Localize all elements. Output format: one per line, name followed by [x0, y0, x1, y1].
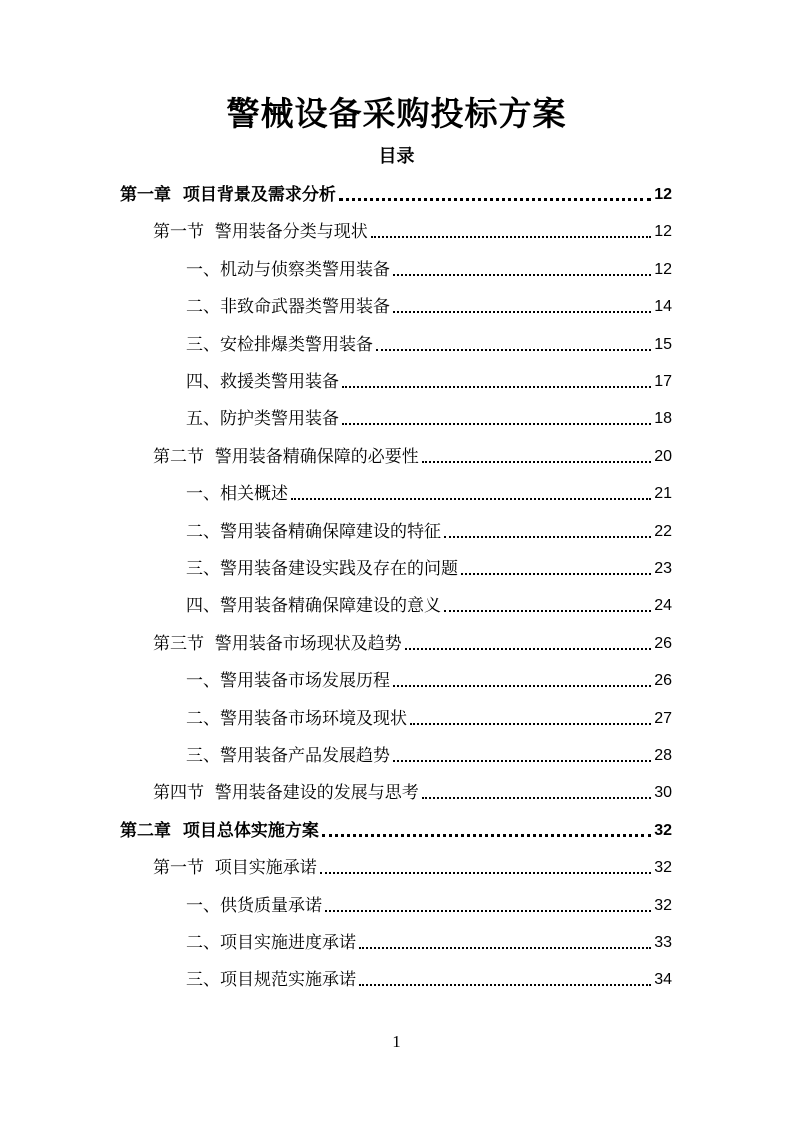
toc-dot-leader [359, 984, 651, 986]
toc-dot-leader [359, 947, 651, 949]
toc-subsection-entry[interactable] [186, 512, 672, 549]
toc-subsection-entry[interactable] [186, 287, 672, 324]
toc-entry-label: 二、警用装备精确保障建设的特征 [186, 521, 441, 542]
toc-dot-leader [322, 834, 651, 837]
toc-entry-page: 34 [654, 971, 672, 989]
toc-entry-label: 第一章 项目背景及需求分析 [120, 185, 336, 205]
toc-subsection-entry[interactable] [186, 399, 672, 436]
toc-entry-page: 24 [654, 597, 672, 615]
toc-subsection-entry[interactable] [186, 736, 672, 773]
toc-section-entry[interactable] [153, 212, 672, 249]
toc-dot-leader [376, 349, 651, 351]
toc-entry-label: 第二节 警用装备精确保障的必要性 [153, 446, 419, 467]
toc-entry-label: 五、防护类警用装备 [186, 409, 339, 430]
toc-entry-label: 三、项目规范实施承诺 [186, 970, 356, 991]
toc-dot-leader [339, 198, 651, 201]
toc-dot-leader [342, 386, 651, 388]
toc-dot-leader [393, 685, 651, 687]
toc-dot-leader [444, 536, 651, 538]
toc-dot-leader [342, 423, 651, 425]
toc-dot-leader [444, 610, 651, 612]
toc-chapter-entry[interactable] [120, 811, 672, 848]
toc-subsection-entry[interactable] [186, 699, 672, 736]
toc-entry-page: 32 [654, 859, 672, 877]
toc-dot-leader [422, 797, 651, 799]
toc-dot-leader [461, 573, 651, 575]
toc-entry-page: 20 [654, 447, 672, 465]
toc-entry-page: 27 [654, 709, 672, 727]
toc-entry-label: 四、救援类警用装备 [186, 372, 339, 392]
toc-entry-page: 12 [654, 260, 672, 278]
document-title: 警械设备采购投标方案 [226, 94, 567, 133]
toc-entry-label: 三、警用装备产品发展趋势 [186, 746, 390, 766]
toc-entry-label: 三、安检排爆类警用装备 [186, 334, 373, 355]
toc-entry-page: 12 [654, 186, 672, 203]
toc-entry-label: 四、警用装备精确保障建设的意义 [186, 596, 441, 617]
toc-entry-page: 22 [654, 522, 672, 540]
toc-dot-leader [405, 648, 651, 650]
toc-entry-label: 一、机动与侦察类警用装备 [186, 259, 390, 280]
toc-subsection-entry[interactable] [186, 960, 672, 997]
toc-subsection-entry[interactable] [186, 474, 672, 511]
toc-dot-leader [393, 311, 651, 313]
toc-entry-page: 15 [654, 335, 672, 353]
toc-entry-page: 12 [654, 223, 672, 241]
toc-entry-label: 二、警用装备市场环境及现状 [186, 708, 407, 729]
toc-subsection-entry[interactable] [186, 250, 672, 287]
toc-entry-label: 一、供货质量承诺 [186, 895, 322, 916]
toc-entry-label: 一、相关概述 [186, 484, 288, 505]
toc-section-entry[interactable] [153, 773, 672, 810]
toc-section-entry[interactable] [153, 437, 672, 474]
toc-subsection-entry[interactable] [186, 886, 672, 923]
toc-entry-label: 二、项目实施进度承诺 [186, 933, 356, 953]
page-number: 1 [392, 1032, 401, 1051]
toc-entry-label: 二、非致命武器类警用装备 [186, 297, 390, 318]
toc-section-entry[interactable] [153, 848, 672, 885]
toc-entry-page: 14 [654, 298, 672, 316]
toc-section-entry[interactable] [153, 624, 672, 661]
toc-dot-leader [371, 236, 651, 238]
toc-dot-leader [291, 498, 651, 500]
toc-entry-page: 26 [654, 634, 672, 652]
toc-subsection-entry[interactable] [186, 923, 672, 960]
toc-entry-label: 第四节 警用装备建设的发展与思考 [153, 783, 419, 804]
toc-subsection-entry[interactable] [186, 661, 672, 698]
toc-dot-leader [320, 872, 651, 874]
toc-dot-leader [325, 910, 651, 912]
toc-subsection-entry[interactable] [186, 549, 672, 586]
toc-entry-page: 18 [654, 410, 672, 428]
toc-entry-page: 28 [654, 747, 672, 764]
toc-dot-leader [410, 723, 651, 725]
toc-entry-label: 第一节 警用装备分类与现状 [153, 222, 368, 243]
toc-entry-page: 32 [654, 896, 672, 914]
toc-heading: 目录 [378, 146, 415, 167]
toc-entry-page: 17 [654, 373, 672, 390]
toc-entry-page: 21 [654, 485, 672, 503]
toc-dot-leader [393, 760, 651, 762]
toc-entry-page: 32 [654, 821, 672, 839]
toc-entry-label: 第一节 项目实施承诺 [153, 858, 317, 879]
toc-entry-page: 33 [654, 934, 672, 951]
toc-subsection-entry[interactable] [186, 362, 672, 399]
toc-dot-leader [422, 461, 651, 463]
toc-entry-label: 三、警用装备建设实践及存在的问题 [186, 559, 458, 579]
toc-entry-label: 一、警用装备市场发展历程 [186, 671, 390, 692]
toc-entry-page: 30 [654, 784, 672, 802]
toc-entry-page: 26 [654, 672, 672, 690]
toc-entry-label: 第二章 项目总体实施方案 [120, 820, 319, 841]
toc-entry-label: 第三节 警用装备市场现状及趋势 [153, 633, 402, 654]
toc-subsection-entry[interactable] [186, 325, 672, 362]
toc-subsection-entry[interactable] [186, 586, 672, 623]
toc-entry-page: 23 [654, 560, 672, 577]
toc-chapter-entry[interactable] [120, 175, 672, 212]
toc-dot-leader [393, 274, 651, 276]
